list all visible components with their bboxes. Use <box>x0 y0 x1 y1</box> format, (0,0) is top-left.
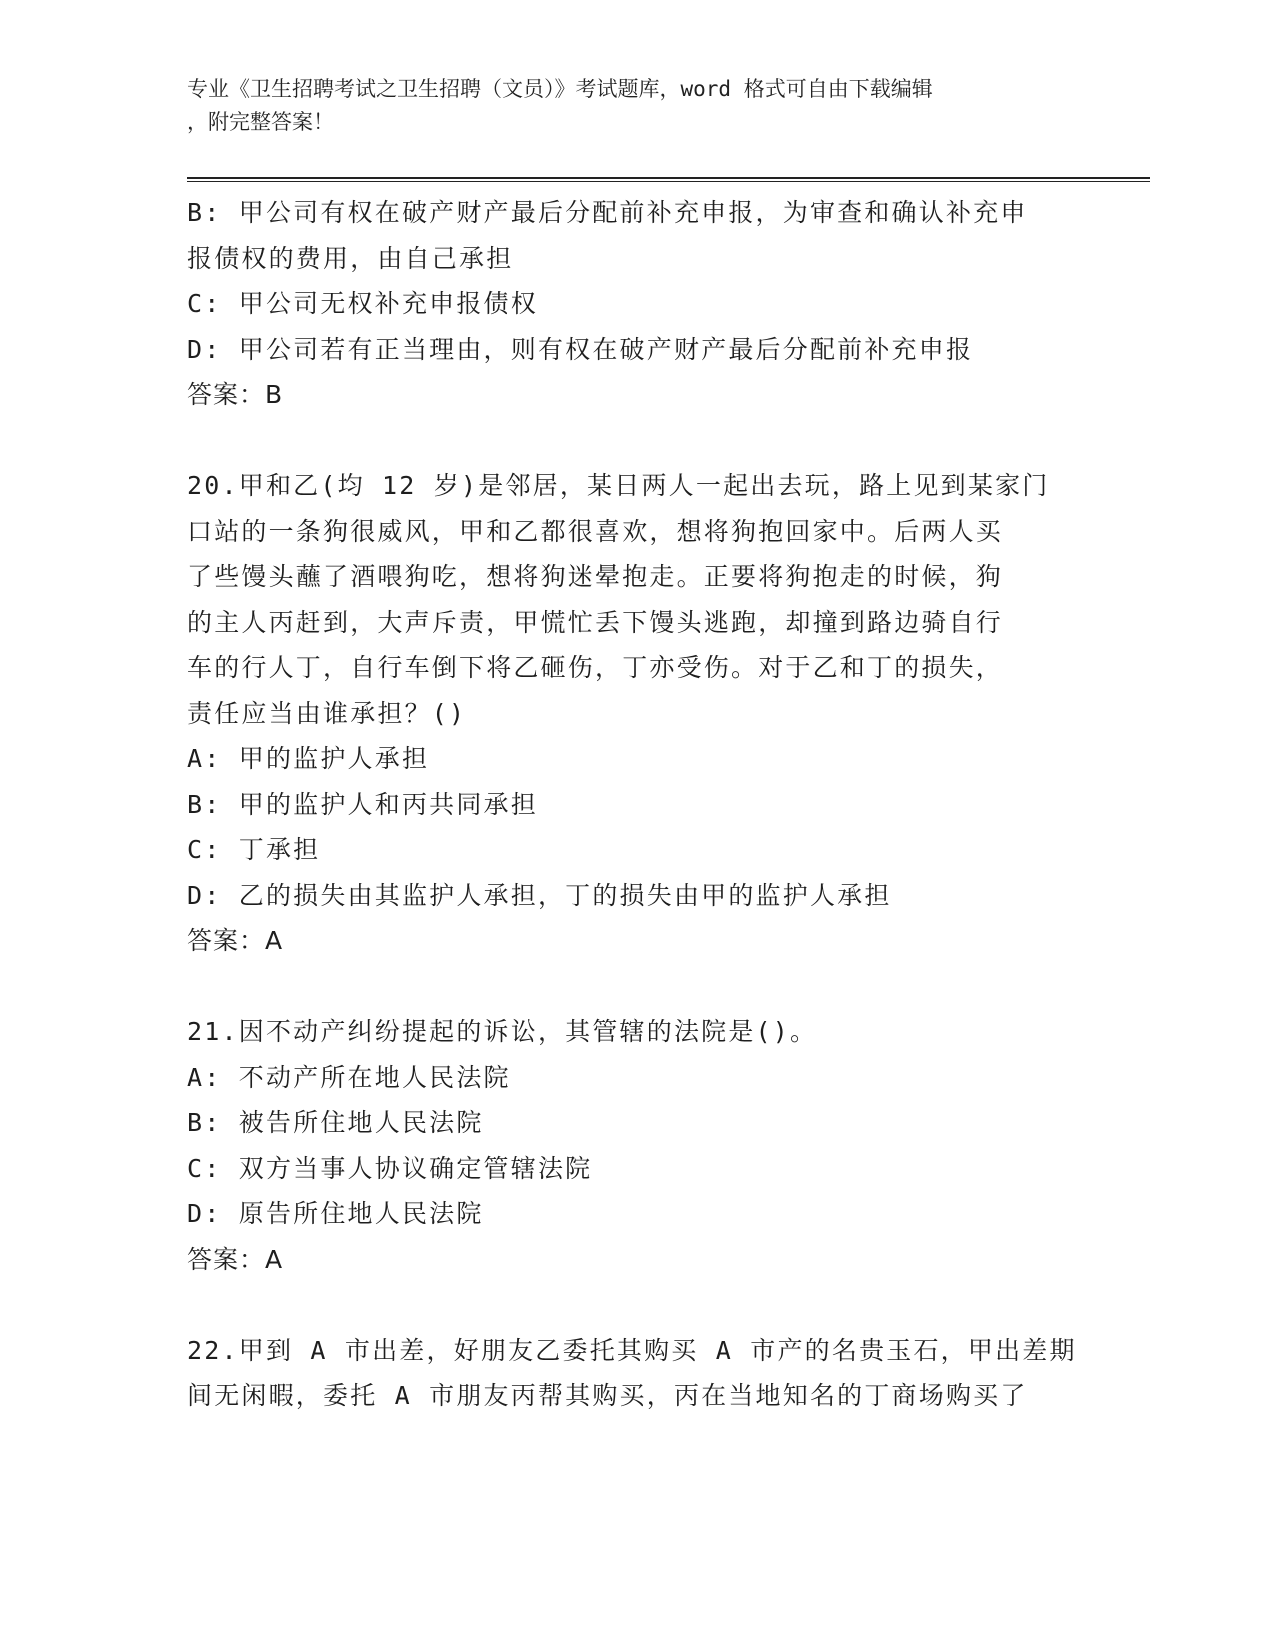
option-c: C: 丁承担 <box>187 835 321 864</box>
question-stem-line-3: 了些馒头蘸了酒喂狗吃，想将狗迷晕抱走。正要将狗抱走的时候，狗 <box>187 562 1004 591</box>
question-stem: 21.因不动产纠纷提起的诉讼，其管辖的法院是()。 <box>187 1017 818 1046</box>
question-22 <box>187 1328 1087 1419</box>
question-stem-line-5: 车的行人丁，自行车倒下将乙砸伤，丁亦受伤。对于乙和丁的损失， <box>187 653 1004 682</box>
spacer <box>187 418 1087 464</box>
question-stem-line-1: 22.甲到 A 市出差，好朋友乙委托其购买 A 市产的名贵玉石，甲出差期 <box>187 1335 1077 1365</box>
option-d: D: 乙的损失由其监护人承担，丁的损失由甲的监护人承担 <box>187 880 892 910</box>
question-20 <box>187 463 1087 964</box>
option-d: D: 甲公司若有正当理由，则有权在破产财产最后分配前补充申报 <box>187 334 974 364</box>
option-a: A: 不动产所在地人民法院 <box>187 1062 511 1092</box>
option-b: B: 甲的监护人和丙共同承担 <box>187 789 538 819</box>
question-19 <box>187 190 1087 418</box>
option-c: C: 甲公司无权补充申报债权 <box>187 289 538 318</box>
question-stem-line-1: 20.甲和乙(均 12 岁)是邻居，某日两人一起出去玩，路上见到某家门 <box>187 471 1050 500</box>
option-a: A: 甲的监护人承担 <box>187 744 430 773</box>
question-stem-line-2: 间无闲暇，委托 A 市朋友丙帮其购买，丙在当地知名的丁商场购买了 <box>187 1381 1028 1410</box>
option-c: C: 双方当事人协议确定管辖法院 <box>187 1153 593 1183</box>
option-b-line-1: B: 甲公司有权在破产财产最后分配前补充申报，为审查和确认补充申 <box>187 198 1028 227</box>
header-line-2: ，附完整答案！ <box>187 110 334 134</box>
answer: 答案：A <box>187 926 284 955</box>
spacer <box>187 1282 1087 1328</box>
option-d: D: 原告所住地人民法院 <box>187 1199 484 1228</box>
question-list <box>187 190 1087 1419</box>
page-header <box>187 73 1067 139</box>
answer: 答案：A <box>187 1244 284 1274</box>
question-stem-line-2: 口站的一条狗很威风，甲和乙都很喜欢，想将狗抱回家中。后两人买 <box>187 516 1004 546</box>
question-21 <box>187 1009 1087 1282</box>
option-b: B: 被告所住地人民法院 <box>187 1108 484 1137</box>
option-b-line-2: 报债权的费用，由自己承担 <box>187 243 514 273</box>
answer: 答案：B <box>187 380 284 409</box>
header-line-1: 专业《卫生招聘考试之卫生招聘（文员）》考试题库，word 格式可自由下载编辑 <box>187 77 933 101</box>
header-divider <box>187 177 1150 182</box>
question-stem-line-6: 责任应当由谁承担？() <box>187 698 467 728</box>
question-stem-line-4: 的主人丙赶到，大声斥责，甲慌忙丢下馒头逃跑，却撞到路边骑自行 <box>187 607 1004 637</box>
spacer <box>187 964 1087 1010</box>
